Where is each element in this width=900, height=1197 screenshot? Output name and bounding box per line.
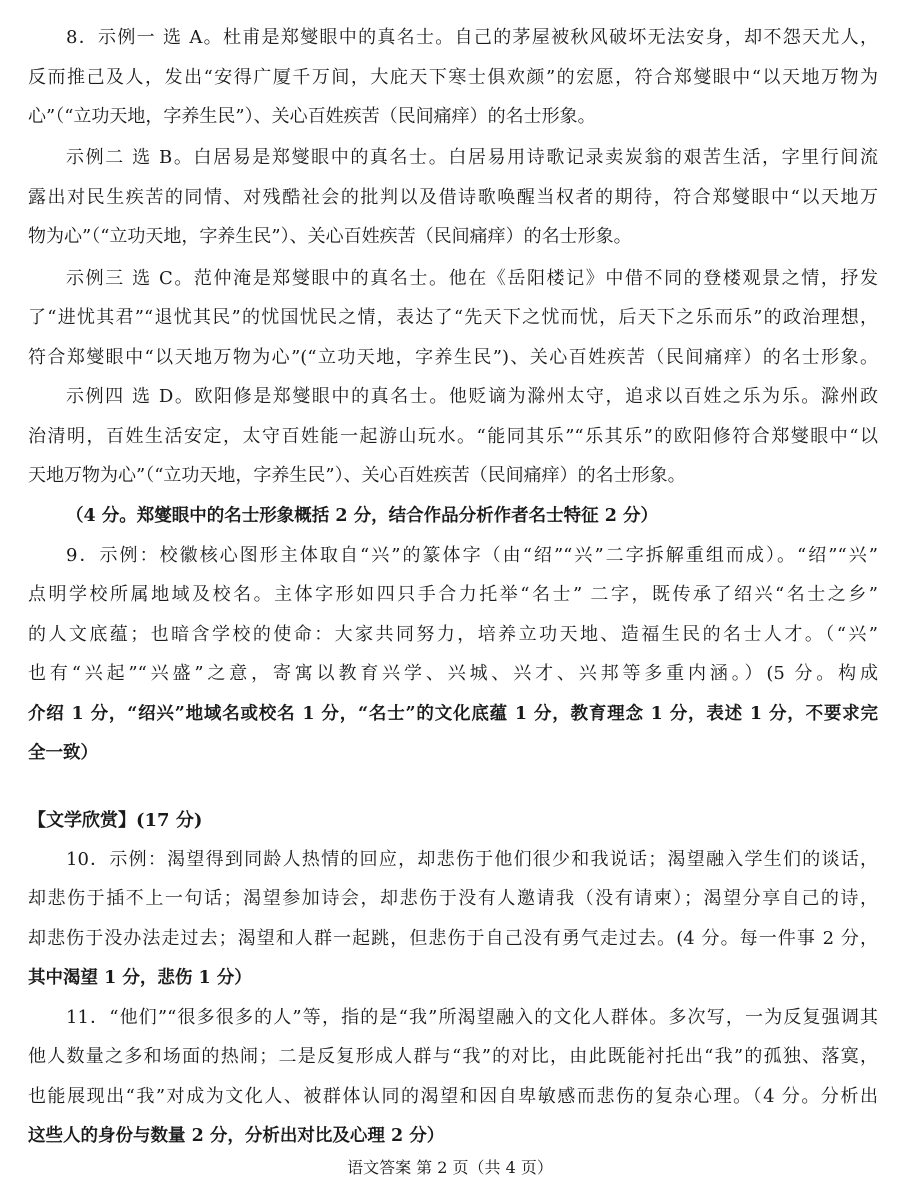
q8-ex2-line3: 物为心”（“立功天地，字养生民”）、关心百姓疾苦（民间痛痒）的名士形象。 (28, 226, 632, 247)
page-footer: 语文答案 第 2 页（共 4 页） (347, 1158, 553, 1177)
q9-line1: 9．示例：校徽核心图形主体取自“兴”的篆体字（由“绍”“兴”二字拆解重组而成）。“绍”“兴” (66, 545, 878, 566)
q8-ex2-line2: 露出对民生疾苦的同情、对残酷社会的批判以及借诗歌唤醒当权者的期待，符合郑燮眼中“以天地万 (28, 187, 878, 208)
q9-line4: 也有“兴起”“兴盛”之意，寄寓以教育兴学、兴城、兴才、兴邦等多重内涵。）(5 分。构成 (28, 663, 878, 684)
q8-ex3-line3: 符合郑燮眼中“以天地万物为心”(“立功天地，字养生民”)、关心百姓疾苦（民间痛痒）的名士形象。 (28, 347, 878, 368)
q8-ex1-line2: 反而推己及人，发出“安得广厦千万间，大庇天下寒士俱欢颜”的宏愿，符合郑燮眼中“以天地万物为 (28, 67, 878, 88)
q8-scoring-note: （4 分。郑燮眼中的名士形象概括 2 分，结合作品分析作者名士特征 2 分） (66, 506, 658, 526)
q10-scoring-line4: 其中渴望 1 分，悲伤 1 分） (28, 968, 252, 988)
q11-line2: 他人数量之多和场面的热闹；二是反复形成人群与“我”的对比，由此既能衬托出“我”的孤独、落寞， (28, 1046, 878, 1067)
q8-ex4-line3: 天地万物为心”（“立功天地，字养生民”）、关心百姓疾苦（民间痛痒）的名士形象。 (28, 465, 686, 486)
q8-ex1-line1: 8．示例一 选 A。杜甫是郑燮眼中的真名士。自己的茅屋被秋风破坏无法安身，却不怨天尤人， (66, 27, 878, 48)
q11-scoring-line4: 这些人的身份与数量 2 分，分析出对比及心理 2 分） (28, 1126, 445, 1146)
q9-scoring-line6: 全一致） (28, 743, 98, 763)
q8-ex1-line3: 心”（“立功天地，字养生民”）、关心百姓疾苦（民间痛痒）的名士形象。 (28, 106, 596, 127)
q10-line3: 却悲伤于没办法走过去；渴望和人群一起跳，但悲伤于自己没有勇气走过去。(4 分。每一件事 2 分， (28, 928, 878, 949)
q8-ex3-line2: 了“进忧其君”“退忧其民”的忧国忧民之情，表达了“先天下之忧而忧，后天下之乐而乐”的政治理想， (28, 307, 878, 328)
q8-ex4-line1: 示例四 选 D。欧阳修是郑燮眼中的真名士。他贬谪为滁州太守，追求以百姓之乐为乐。滁州政 (66, 386, 878, 407)
q11-line1: 11．“他们”“很多很多的人”等，指的是“我”所渴望融入的文化人群体。多次写，一为反复强调其 (66, 1007, 878, 1028)
q11-line3: 也能展现出“我”对成为文化人、被群体认同的渴望和因自卑敏感而悲伤的复杂心理。（4 分。分析出 (28, 1086, 878, 1107)
q9-line2: 点明学校所属地域及校名。主体字形如四只手合力托举“名士” 二字，既传承了绍兴“名士之乡” (28, 584, 878, 605)
q10-line2: 却悲伤于插不上一句话；渴望参加诗会，却悲伤于没有人邀请我（没有请柬）；渴望分享自己的诗， (28, 888, 878, 909)
q9-line3: 的人文底蕴；也暗含学校的使命：大家共同努力，培养立功天地、造福生民的名士人才。（“兴” (28, 624, 878, 645)
q10-line1: 10．示例：渴望得到同龄人热情的回应，却悲伤于他们很少和我说话；渴望融入学生们的谈话， (66, 849, 878, 870)
q8-ex4-line2: 治清明，百姓生活安定，太守百姓能一起游山玩水。“能同其乐”“乐其乐”的欧阳修符合郑燮眼中“以 (28, 426, 878, 447)
section-title: 【文学欣赏】(17 分) (28, 810, 203, 831)
q8-ex3-line1: 示例三 选 C。范仲淹是郑燮眼中的真名士。他在《岳阳楼记》中借不同的登楼观景之情，抒发 (66, 268, 878, 289)
q8-ex2-line1: 示例二 选 B。白居易是郑燮眼中的真名士。白居易用诗歌记录卖炭翁的艰苦生活，字里行间流 (66, 147, 878, 168)
q9-scoring-line5: 介绍 1 分，“绍兴”地域名或校名 1 分，“名士”的文化底蕴 1 分，教育理念 1 分，表述 1 分，不要求完 (28, 704, 878, 724)
